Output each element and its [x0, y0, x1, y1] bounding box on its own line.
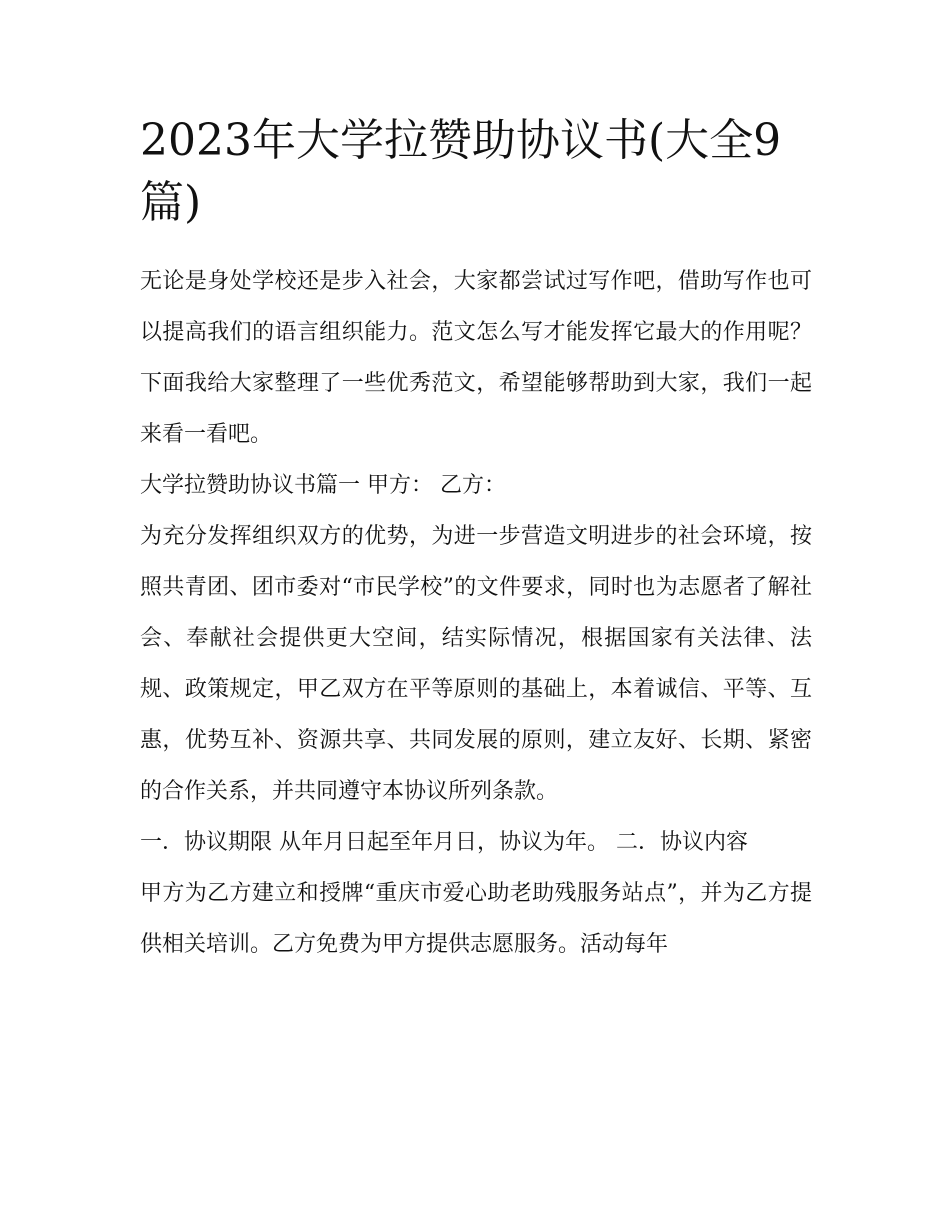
paragraph-terms: 一．协议期限 从年月日起至年月日，协议为年。 二．协议内容 — [140, 830, 748, 855]
paragraph-intro: 无论是身处学校还是步入社会，大家都尝试过写作吧，借助写作也可以提高我们的语言组织能力。范文怎么写才能发挥它最大的作用呢？下面我给大家整理了一些优秀范文，希望能够帮助到大家，我们一起来看一看吧。 — [140, 269, 812, 447]
paragraph-purpose: 为充分发挥组织双方的优势，为进一步营造文明进步的社会环境，按照共青团、团市委对“市民学校”的文件要求，同时也为志愿者了解社会、奉献社会提供更大空间，结实际情况，根据国家有关法律、法规、政策规定，甲乙双方在平等原则的基础上，本着诚信、平等、互惠，优势互补、资源共享、共同发展的原则，建立友好、长期、紧密的合作关系，并共同遵守本协议所列条款。 — [140, 524, 812, 804]
paragraph-content: 甲方为乙方建立和授牌“重庆市爱心助老助残服务站点”，并为乙方提供相关培训。乙方免费为甲方提供志愿服务。活动每年 — [140, 881, 812, 957]
document-page — [140, 110, 812, 970]
document-title: 2023年大学拉赞助协议书(大全9篇) — [140, 115, 782, 228]
paragraph-parties: 大学拉赞助协议书篇一 甲方： 乙方： — [140, 473, 506, 498]
